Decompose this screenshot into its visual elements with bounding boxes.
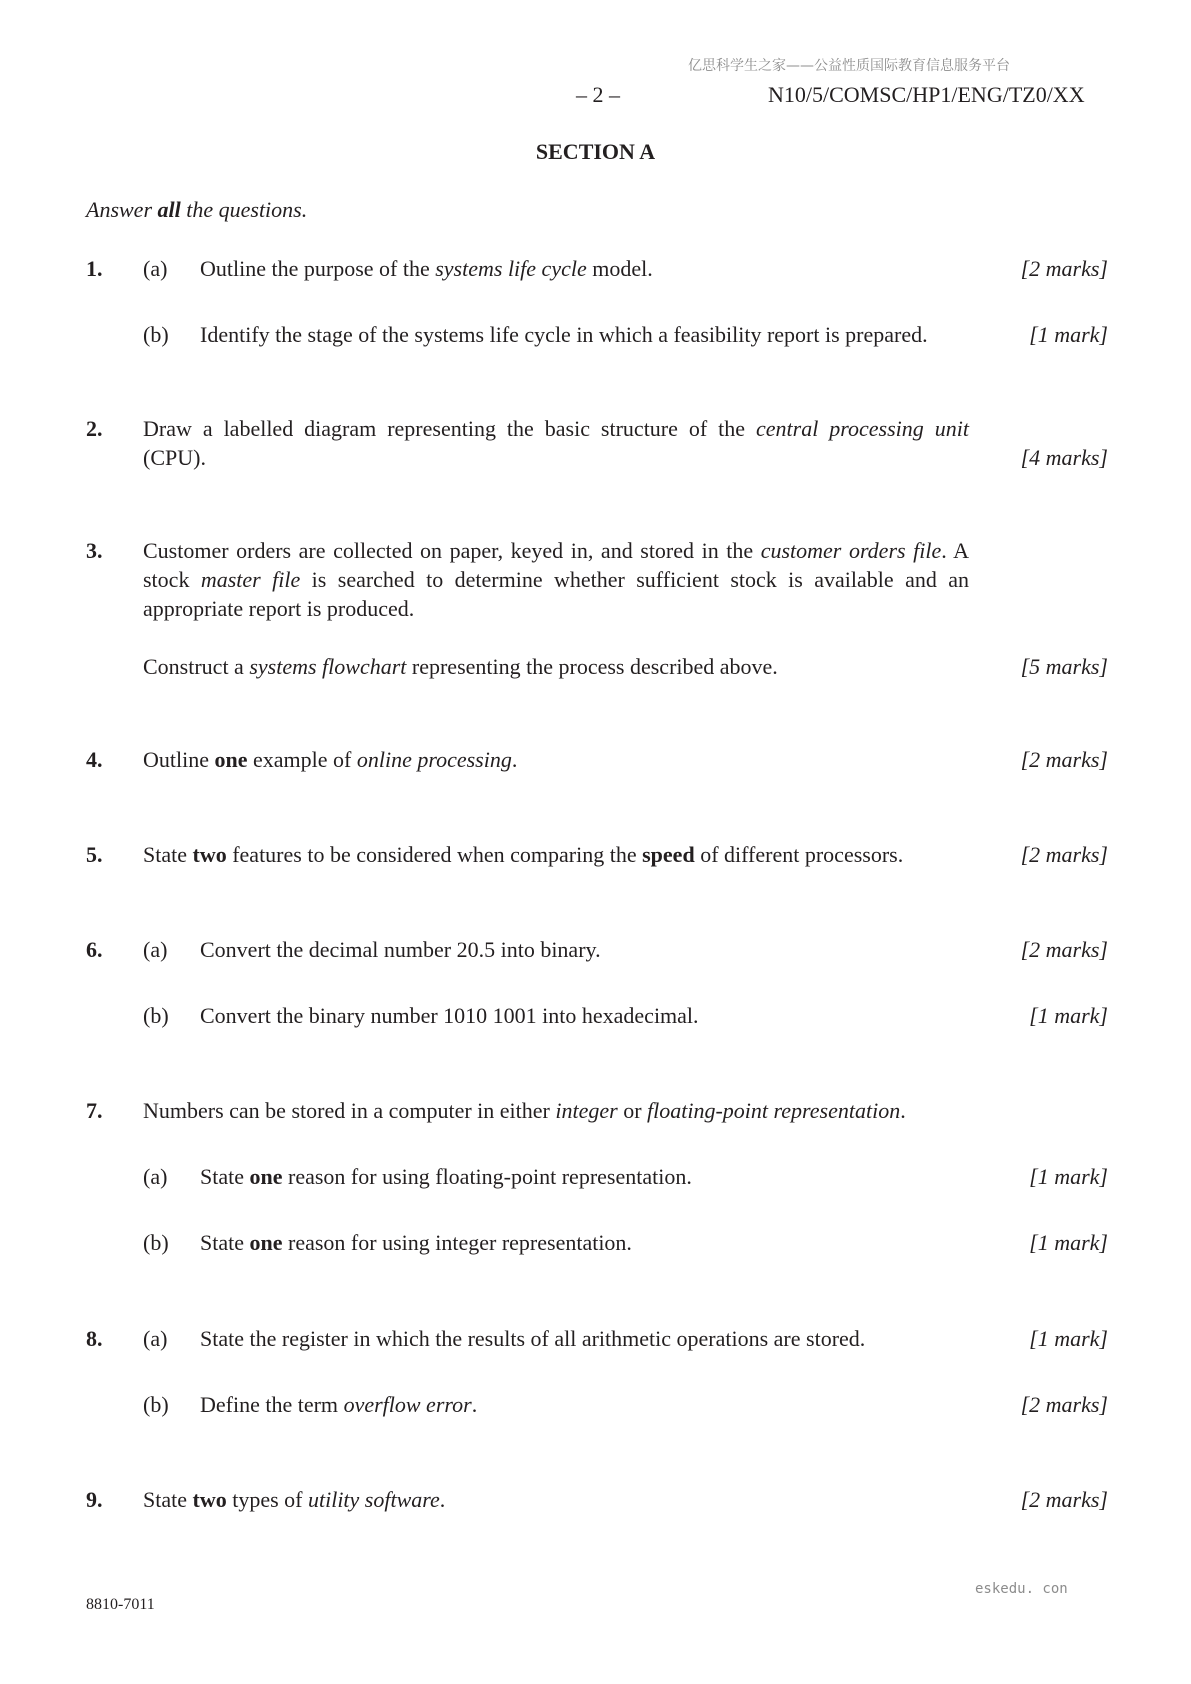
question-7b-label: (b) xyxy=(143,1230,169,1255)
question-4-number: 4. xyxy=(86,747,103,772)
paper-code: N10/5/COMSC/HP1/ENG/TZ0/XX xyxy=(768,82,1085,107)
question-8-number: 8. xyxy=(86,1326,103,1351)
question-1a-marks: [2 marks] xyxy=(1020,256,1108,281)
question-6b-label: (b) xyxy=(143,1003,169,1028)
question-9-marks: [2 marks] xyxy=(1020,1487,1108,1512)
question-4-marks: [2 marks] xyxy=(1020,747,1108,772)
section-title: SECTION A xyxy=(535,139,656,164)
question-2-text: Draw a labelled diagram representing the basic structure of the central processing unit (CPU). xyxy=(143,416,969,470)
question-7a-text: State one reason for using floating-point representation. xyxy=(200,1164,692,1189)
question-7-number: 7. xyxy=(86,1098,103,1123)
question-9-text: State two types of utility software. xyxy=(143,1487,446,1512)
instruction-post: the questions. xyxy=(180,197,308,222)
question-8b-marks: [2 marks] xyxy=(1020,1392,1108,1417)
instruction xyxy=(86,195,307,224)
question-2-marks: [4 marks] xyxy=(1020,445,1108,470)
question-1b-marks: [1 mark] xyxy=(1029,322,1108,347)
question-8a-marks: [1 mark] xyxy=(1029,1326,1108,1351)
question-5-text: State two features to be considered when comparing the speed of different processors. xyxy=(143,842,904,867)
question-2-number: 2. xyxy=(86,416,103,441)
question-5-number: 5. xyxy=(86,842,103,867)
question-3-number: 3. xyxy=(86,538,103,563)
instruction-bold: all xyxy=(157,197,181,222)
page-number: – 2 – xyxy=(576,82,620,107)
question-8a-label: (a) xyxy=(143,1326,168,1351)
question-1a-label: (a) xyxy=(143,256,168,281)
question-8b-text: Define the term overflow error. xyxy=(200,1392,478,1417)
footer-code: 8810-7011 xyxy=(86,1596,155,1613)
question-6b-marks: [1 mark] xyxy=(1029,1003,1108,1028)
question-7a-label: (a) xyxy=(143,1164,168,1189)
watermark-top: 亿思科学生之家——公益性质国际教育信息服务平台 xyxy=(688,58,1010,74)
question-4-text: Outline one example of online processing. xyxy=(143,747,518,772)
question-3-task: Construct a systems flowchart representing the process described above. xyxy=(143,654,778,679)
question-8b-label: (b) xyxy=(143,1392,169,1417)
question-5-marks: [2 marks] xyxy=(1020,842,1108,867)
question-3-marks: [5 marks] xyxy=(1020,654,1108,679)
question-1b-text: Identify the stage of the systems life cycle in which a feasibility report is prepared. xyxy=(200,322,928,347)
question-6b-text: Convert the binary number 1010 1001 into hexadecimal. xyxy=(200,1003,699,1028)
question-6a-text: Convert the decimal number 20.5 into binary. xyxy=(200,937,601,962)
question-6-number: 6. xyxy=(86,937,103,962)
question-9-number: 9. xyxy=(86,1487,103,1512)
question-7-stem: Numbers can be stored in a computer in either integer or floating-point representation. xyxy=(143,1098,906,1123)
question-8a-text: State the register in which the results of all arithmetic operations are stored. xyxy=(200,1326,866,1351)
question-1a-text: Outline the purpose of the systems life cycle model. xyxy=(200,256,653,281)
question-1-number: 1. xyxy=(86,256,103,281)
question-7b-marks: [1 mark] xyxy=(1029,1230,1108,1255)
watermark-bottom: eskedu. con xyxy=(975,1581,1068,1597)
question-7a-marks: [1 mark] xyxy=(1029,1164,1108,1189)
question-6a-marks: [2 marks] xyxy=(1020,937,1108,962)
question-1b-label: (b) xyxy=(143,322,169,347)
question-7b-text: State one reason for using integer representation. xyxy=(200,1230,632,1255)
instruction-pre: Answer xyxy=(86,197,158,222)
question-3-stem: Customer orders are collected on paper, keyed in, and stored in the customer orders file. A stock master file is searched to determine whether sufficient stock is available and an appropriate report is produced. xyxy=(143,538,969,621)
question-6a-label: (a) xyxy=(143,937,168,962)
